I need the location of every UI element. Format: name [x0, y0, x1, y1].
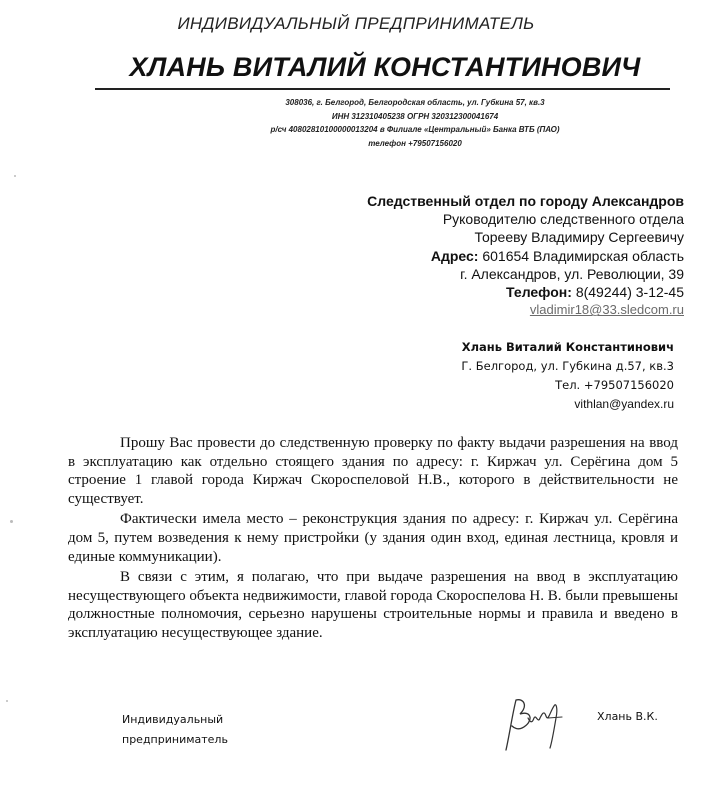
signature-title	[122, 710, 228, 750]
letterhead-ids: ИНН 312310405238 ОГРН 320312300041674	[331, 111, 499, 121]
letterhead-bank: р/сч 40802810100000013204 в Филиале «Центральный» Банка ВТБ (ПАО)	[270, 125, 560, 134]
letterhead-phone: телефон +79507156020	[368, 138, 462, 148]
recipient-phone-value: 8(49244) 3-12-45	[575, 284, 684, 301]
body-paragraph-2: Фактически имела место – реконструкция здания по адресу: г. Киржач ул. Серёгина дом 5, путем возведения к нему пристройки (у здания один вход, единая лестница, кровля и единые коммуникации).	[68, 511, 678, 565]
letterhead-type: ИНДИВИДУАЛЬНЫЙ ПРЕДПРИНИМАТЕЛЬ	[177, 14, 535, 33]
letterhead-details	[150, 96, 680, 150]
signature-title-line1: Индивидуальный	[122, 713, 224, 726]
scan-speck	[14, 175, 16, 177]
body-paragraph-1: Прошу Вас провести до следственную проверку по факту выдачи разрешения на ввод в эксплуатацию как отдельно стоящего здания по адресу: г. Киржач ул. Серёгина дом 5 строение 1 главой города Киржач Скороспеловой Н.В., которого в действительности не существует.	[68, 435, 678, 507]
signature-name: Хлань В.К.	[597, 710, 658, 723]
letterhead-divider	[95, 88, 670, 90]
recipient-address-label: Адрес:	[430, 247, 479, 264]
recipient-block	[367, 192, 684, 319]
recipient-address-line1	[367, 247, 684, 265]
recipient-address-value: 601654 Владимирская область	[482, 247, 684, 264]
handwritten-signature	[488, 688, 588, 758]
recipient-phone-label: Телефон:	[506, 284, 572, 301]
recipient-phone-line	[367, 283, 684, 301]
recipient-org: Следственный отдел по городу Александров	[367, 193, 684, 209]
letterhead-name: ХЛАНЬ ВИТАЛИЙ КОНСТАНТИНОВИЧ	[129, 52, 641, 82]
recipient-address-line2: г. Александров, ул. Революции, 39	[460, 265, 684, 282]
scan-speck	[10, 520, 13, 523]
sender-address: Г. Белгород, ул. Губкина д.57, кв.3	[461, 359, 674, 373]
letter-body	[68, 434, 678, 645]
sender-name: Хлань Виталий Константинович	[461, 340, 674, 354]
scan-speck	[6, 700, 8, 702]
letterhead-address: 308036, г. Белгород, Белгородская область, ул. Губкина 57, кв.3	[285, 98, 545, 107]
recipient-position: Руководителю следственного отдела	[442, 211, 684, 228]
sender-email: vithlan@yandex.ru	[574, 397, 674, 411]
sender-phone: Тел. +79507156020	[555, 378, 674, 392]
recipient-person: Тореeву Владимиру Сергеевичу	[474, 229, 684, 246]
body-paragraph-3: В связи с этим, я полагаю, что при выдаче разрешения на ввод в эксплуатацию несуществующего объекта недвижимости, главой города Скороспелова Н. В. были превышены должностные полномочия, серьезно нарушены строительные нормы и правила и введено в эксплуатацию несуществующее здание.	[68, 569, 678, 641]
sender-block	[461, 338, 674, 414]
recipient-email-link[interactable]: vladimir18@33.sledcom.ru	[529, 302, 684, 318]
signature-title-line2: предприниматель	[122, 733, 228, 746]
